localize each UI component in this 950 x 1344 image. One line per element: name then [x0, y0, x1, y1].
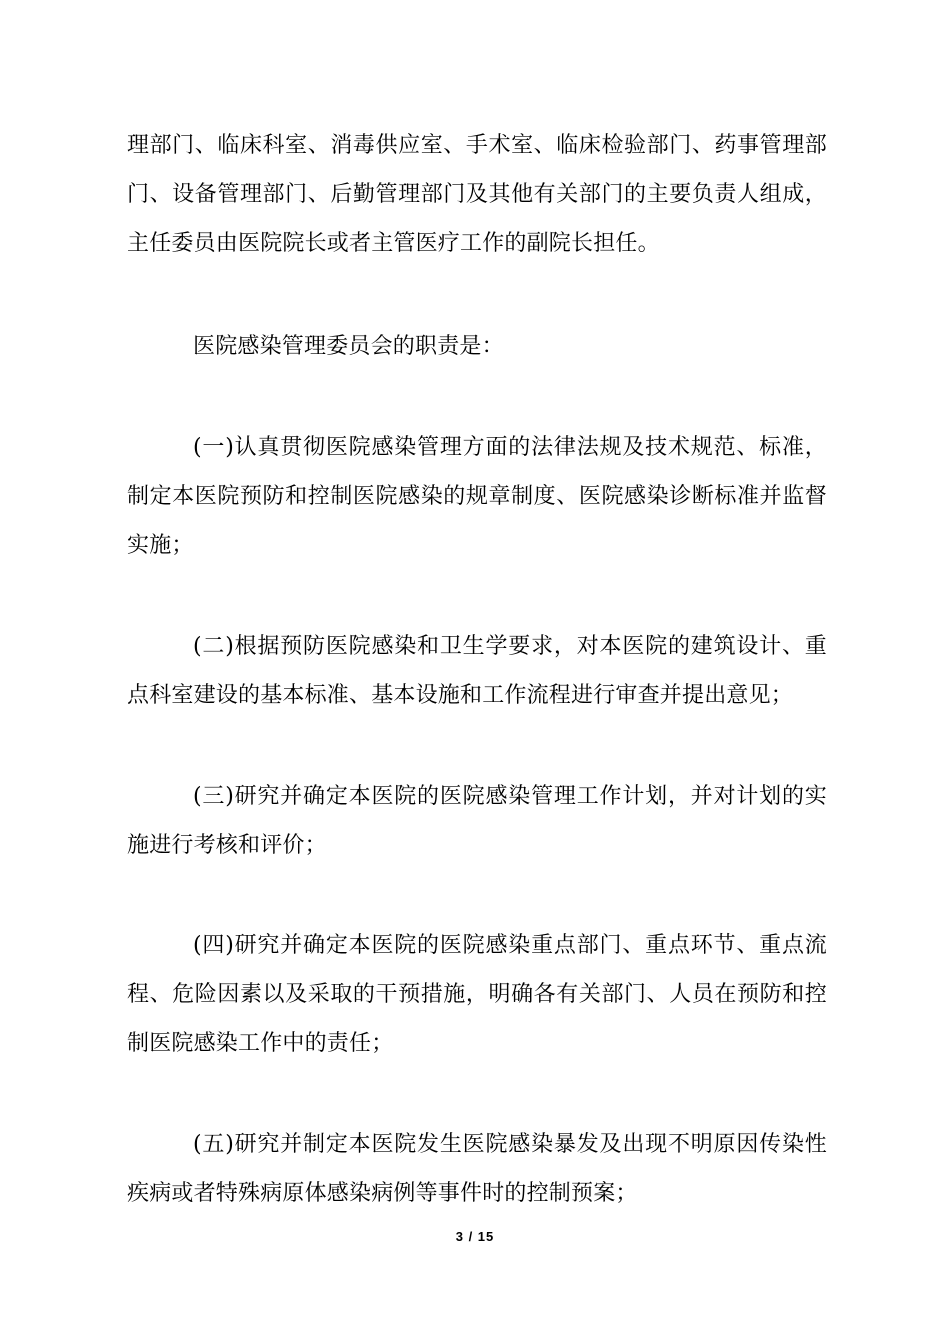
page-number: 3 / 15 — [455, 1229, 495, 1244]
paragraph-duty-3: (三)研究并确定本医院的医院感染管理工作计划，并对计划的实施进行考核和评价； — [127, 784, 827, 858]
paragraph-duties-intro: 医院感染管理委员会的职责是： — [193, 334, 504, 359]
paragraph-continuation: 理部门、临床科室、消毒供应室、手术室、临床检验部门、药事管理部门、设备管理部门、后勤管理部门及其他有关部门的主要负责人组成，主任委员由医院院长或者主管医疗工作的副院长担任。 — [127, 133, 827, 256]
paragraph-duty-1: (一)认真贯彻医院感染管理方面的法律法规及技术规范、标准，制定本医院预防和控制医院感染的规章制度、医院感染诊断标准并监督实施； — [127, 435, 827, 558]
paragraph-duty-4: (四)研究并确定本医院的医院感染重点部门、重点环节、重点流程、危险因素以及采取的干预措施，明确各有关部门、人员在预防和控制医院感染工作中的责任； — [127, 933, 827, 1056]
paragraph-duty-5: (五)研究并制定本医院发生医院感染暴发及出现不明原因传染性疾病或者特殊病原体感染病例等事件时的控制预案； — [127, 1132, 827, 1206]
paragraph-duty-2: (二)根据预防医院感染和卫生学要求，对本医院的建筑设计、重点科室建设的基本标准、基本设施和工作流程进行审查并提出意见； — [127, 634, 827, 708]
